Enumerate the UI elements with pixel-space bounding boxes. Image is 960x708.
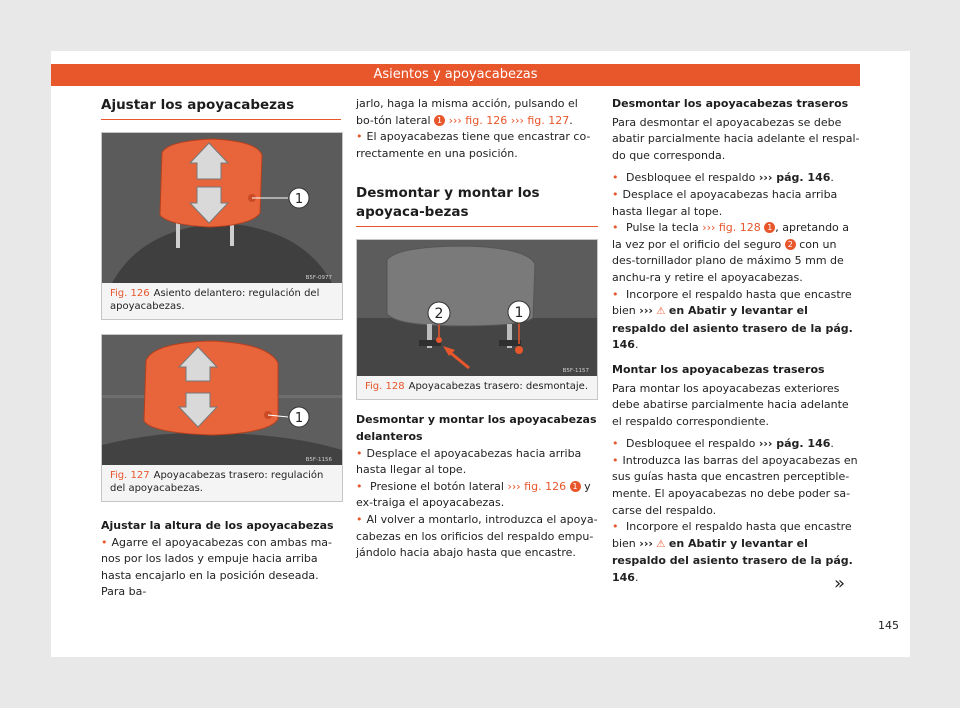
callout-number-b: 1	[570, 481, 581, 492]
arrow-ref-a: ›››	[639, 304, 653, 318]
column-2	[356, 96, 598, 562]
link-abatir-respaldo-b[interactable]: en Abatir y levantar el respaldo del asiento trasero de la pág. 146	[612, 536, 853, 585]
link-fig-126[interactable]: ››› fig. 126	[448, 113, 508, 127]
figure-128-caption-text: Apoyacabezas trasero: desmontaje.	[408, 381, 588, 393]
subheading-ajustar-altura: Ajustar la altura de los apoyacabezas	[101, 519, 334, 532]
bullet-pulse-post: con un des-tornillador plano de máximo 5 mm de anchu-ra y retire el apoyacabezas.	[612, 237, 844, 284]
figure-126-caption	[102, 283, 342, 319]
figure-126-code: B5F-0977	[305, 275, 332, 281]
bullet-encastrar-text: El apoyacabezas tiene que encastrar co-rrectamente en una posición.	[356, 130, 591, 160]
bullet-introduzca-text: Introduzca las barras del apoyacabezas en sus guías hasta que encastren perceptible-mente. El apoyacabezas no debe poder sa-carse del respaldo.	[612, 453, 858, 517]
bullet-desbloquee-2-text: Desbloquee el respaldo	[626, 437, 756, 451]
bullet-incorpore-2-text: Incorpore el respaldo hasta que encastre bien	[612, 520, 852, 550]
figure-127-code: B5F-1156	[305, 457, 332, 463]
bullet-desplace-trasero-text: Desplace el apoyacabezas hacia arriba hasta llegar al tope.	[612, 187, 838, 218]
link-fig-128[interactable]: ››› fig. 128	[702, 221, 761, 235]
bullet-presione-post: y ex-traiga el apoyacabezas.	[356, 479, 591, 510]
paragraph-montar: Para montar los apoyacabezas exteriores debe abatirse parcialmente hacia adelante el respaldo correspondiente.	[612, 381, 849, 428]
subheading-desmontar-delanteros: Desmontar y montar los apoyacabezas delanteros	[356, 413, 597, 443]
figure-128-callout-2: 2	[434, 306, 444, 323]
page-header: Asientos y apoyacabezas	[51, 64, 860, 86]
page-number: 145	[878, 619, 899, 632]
callout-number-c: 1	[764, 222, 775, 233]
figure-127-image	[102, 335, 342, 465]
arrow-ref-b: ›››	[639, 536, 653, 550]
figure-128-image	[357, 240, 597, 376]
subheading-montar-traseros: Montar los apoyacabezas traseros	[612, 362, 825, 376]
figure-128-label: Fig. 128	[365, 381, 405, 393]
callout-number: 1	[434, 115, 445, 126]
bullet-encastrar	[356, 129, 598, 162]
bullet-incorpore-1-end: .	[634, 338, 639, 352]
bullet-incorpore-2	[612, 519, 860, 586]
section-title-ajustar: Ajustar los apoyacabezas	[101, 96, 341, 120]
continue-marker: »	[834, 573, 846, 594]
column-1	[101, 96, 341, 601]
figure-127-callout: 1	[294, 411, 304, 426]
paragraph-desmontar: Para desmontar el apoyacabezas se debe abatir parcialmente hacia adelante el respal-do que corresponda.	[612, 115, 860, 162]
bullet-desbloquee-1-text: Desbloquee el respaldo	[626, 171, 756, 185]
bullet-pulse-mid: , apretando a la vez por el orificio del seguro	[612, 221, 850, 251]
bullet-desplace	[356, 446, 598, 479]
subheading-desmontar-traseros: Desmontar los apoyacabezas traseros	[612, 97, 849, 110]
bullet-presione-text: Presione el botón lateral	[370, 479, 504, 493]
continuation-text: jarlo, haga la misma acción, pulsando el bo-tón lateral	[356, 97, 578, 127]
figure-127-caption	[102, 465, 342, 501]
bullet-desbloquee-2-end: .	[830, 437, 834, 451]
figure-128	[356, 239, 598, 400]
column-3	[612, 96, 860, 587]
warning-triangle-icon: ⚠	[656, 306, 666, 318]
continuation-end: .	[569, 113, 573, 127]
link-fig-126-b[interactable]: ››› fig. 126	[507, 479, 567, 493]
bullet-incorpore-1	[612, 287, 860, 354]
bullet-desbloquee-1-end: .	[830, 171, 834, 185]
link-pag-146-b[interactable]: ››› pág. 146	[758, 437, 831, 451]
bullet-desplace-trasero	[612, 187, 860, 220]
figure-128-code: B5F-1157	[562, 368, 589, 375]
figure-126	[101, 132, 343, 320]
section-title-desmontar: Desmontar y montar los apoyaca-bezas	[356, 184, 598, 227]
bullet-pulse	[612, 220, 860, 286]
bullet-desplace-text: Desplace el apoyacabezas hacia arriba hasta llegar al tope.	[356, 446, 582, 477]
bullet-agarre	[101, 535, 341, 601]
warning-triangle-icon: ⚠	[656, 538, 666, 550]
bullet-desbloquee-2	[612, 436, 860, 453]
link-pag-146-a[interactable]: ››› pág. 146	[758, 171, 831, 185]
link-fig-127[interactable]: ››› fig. 127	[510, 113, 570, 127]
figure-127-caption-text: Apoyacabezas trasero: regulación del apoyacabezas.	[110, 470, 324, 494]
paragraph-continuation	[356, 96, 598, 129]
figure-126-caption-text: Asiento delantero: regulación del apoyacabezas.	[110, 288, 320, 312]
figure-127	[101, 334, 343, 502]
bullet-agarre-text: Agarre el apoyacabezas con ambas ma-nos por los lados y empuje hacia arriba hasta encajarlo en la posición deseada. Para ba-	[101, 535, 333, 599]
bullet-incorpore-2-end: .	[634, 571, 639, 585]
figure-126-image	[102, 133, 342, 283]
callout-number-d: 2	[785, 239, 796, 250]
figure-126-callout: 1	[294, 192, 304, 207]
bullet-presione	[356, 479, 598, 512]
bullet-volver	[356, 512, 598, 562]
figure-128-caption	[357, 376, 597, 399]
link-abatir-respaldo-a[interactable]: en Abatir y levantar el respaldo del asiento trasero de la pág. 146	[612, 304, 853, 352]
bullet-introduzca	[612, 453, 860, 519]
figure-127-label: Fig. 127	[110, 470, 150, 481]
bullet-incorpore-1-text: Incorpore el respaldo hasta que encastre bien	[612, 287, 852, 318]
figure-128-callout-1: 1	[514, 305, 524, 322]
figure-126-label: Fig. 126	[110, 288, 150, 299]
bullet-volver-text: Al volver a montarlo, introduzca el apoya-cabezas en los orificios del respaldo empu-jándolo hacia abajo hasta que encastre.	[356, 512, 598, 560]
bullet-desbloquee-1	[612, 170, 860, 187]
bullet-pulse-text: Pulse la tecla	[626, 221, 699, 235]
